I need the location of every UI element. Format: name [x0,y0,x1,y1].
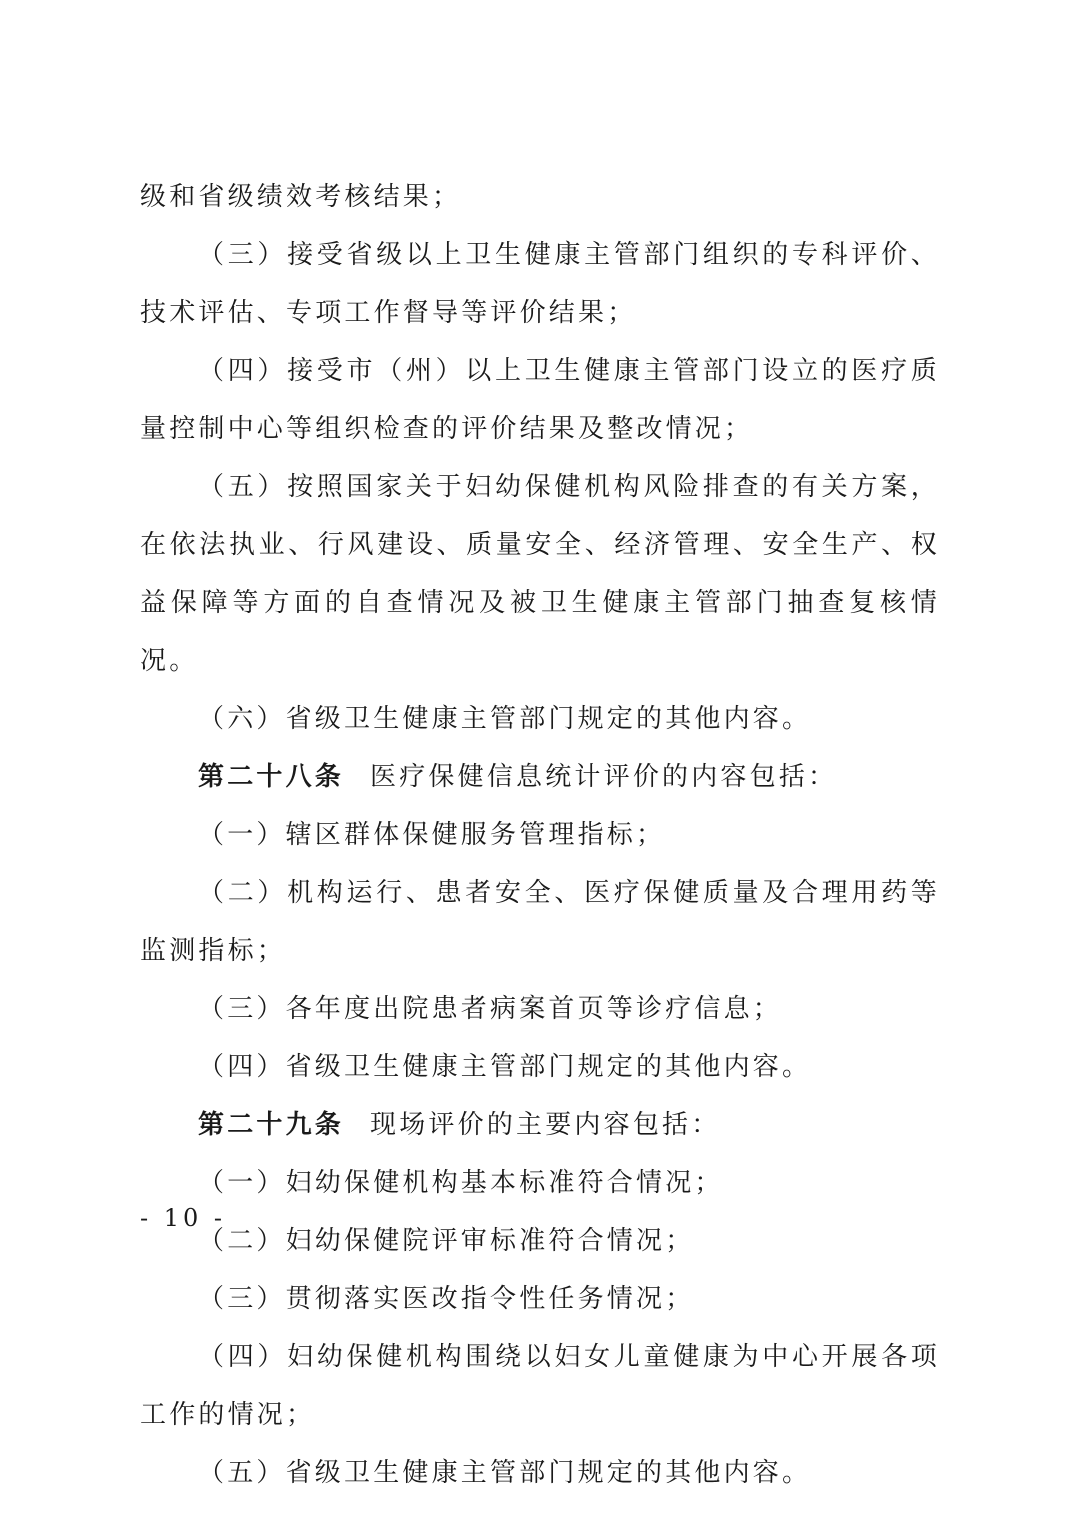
article-29 [140,1096,940,1154]
article-29-text: 现场评价的主要内容包括： [370,1110,721,1140]
article-28-text: 医疗保健信息统计评价的内容包括： [370,762,838,792]
paragraph-item-3: （三）接受省级以上卫生健康主管部门组织的专科评价、技术评估、专项工作督导等评价结果； [140,240,940,328]
paragraph-28-item-2: （二）机构运行、患者安全、医疗保健质量及合理用药等监测指标； [140,878,940,966]
paragraph-29-item-2: （二）妇幼保健院评审标准符合情况； [198,1226,695,1256]
paragraph-item-5: （五）按照国家关于妇幼保健机构风险排查的有关方案，在依法执业、行风建设、质量安全、经济管理、安全生产、权益保障等方面的自查情况及被卫生健康主管部门抽查复核情况。 [140,472,940,676]
article-29-heading: 第二十九条 [198,1110,345,1140]
paragraph-continuation: 级和省级绩效考核结果； [140,182,462,212]
paragraph-29-item-4: （四）妇幼保健机构围绕以妇女儿童健康为中心开展各项工作的情况； [140,1342,940,1430]
paragraph-28-item-3: （三）各年度出院患者病案首页等诊疗信息； [198,994,783,1024]
paragraph-29-item-3: （三）贯彻落实医改指令性任务情况； [198,1284,695,1314]
paragraph-29-item-1: （一）妇幼保健机构基本标准符合情况； [198,1168,724,1198]
paragraph-28-item-4: （四）省级卫生健康主管部门规定的其他内容。 [198,1052,812,1082]
paragraph-28-item-1: （一）辖区群体保健服务管理指标； [198,820,666,850]
paragraph-item-6: （六）省级卫生健康主管部门规定的其他内容。 [198,704,812,734]
paragraph-29-item-5: （五）省级卫生健康主管部门规定的其他内容。 [198,1458,812,1488]
document-body [140,168,940,1502]
paragraph-item-4: （四）接受市（州）以上卫生健康主管部门设立的医疗质量控制中心等组织检查的评价结果及整改情况； [140,356,940,444]
article-28 [140,748,940,806]
article-28-heading: 第二十八条 [198,762,345,792]
page-number: - 10 - [140,1204,227,1232]
